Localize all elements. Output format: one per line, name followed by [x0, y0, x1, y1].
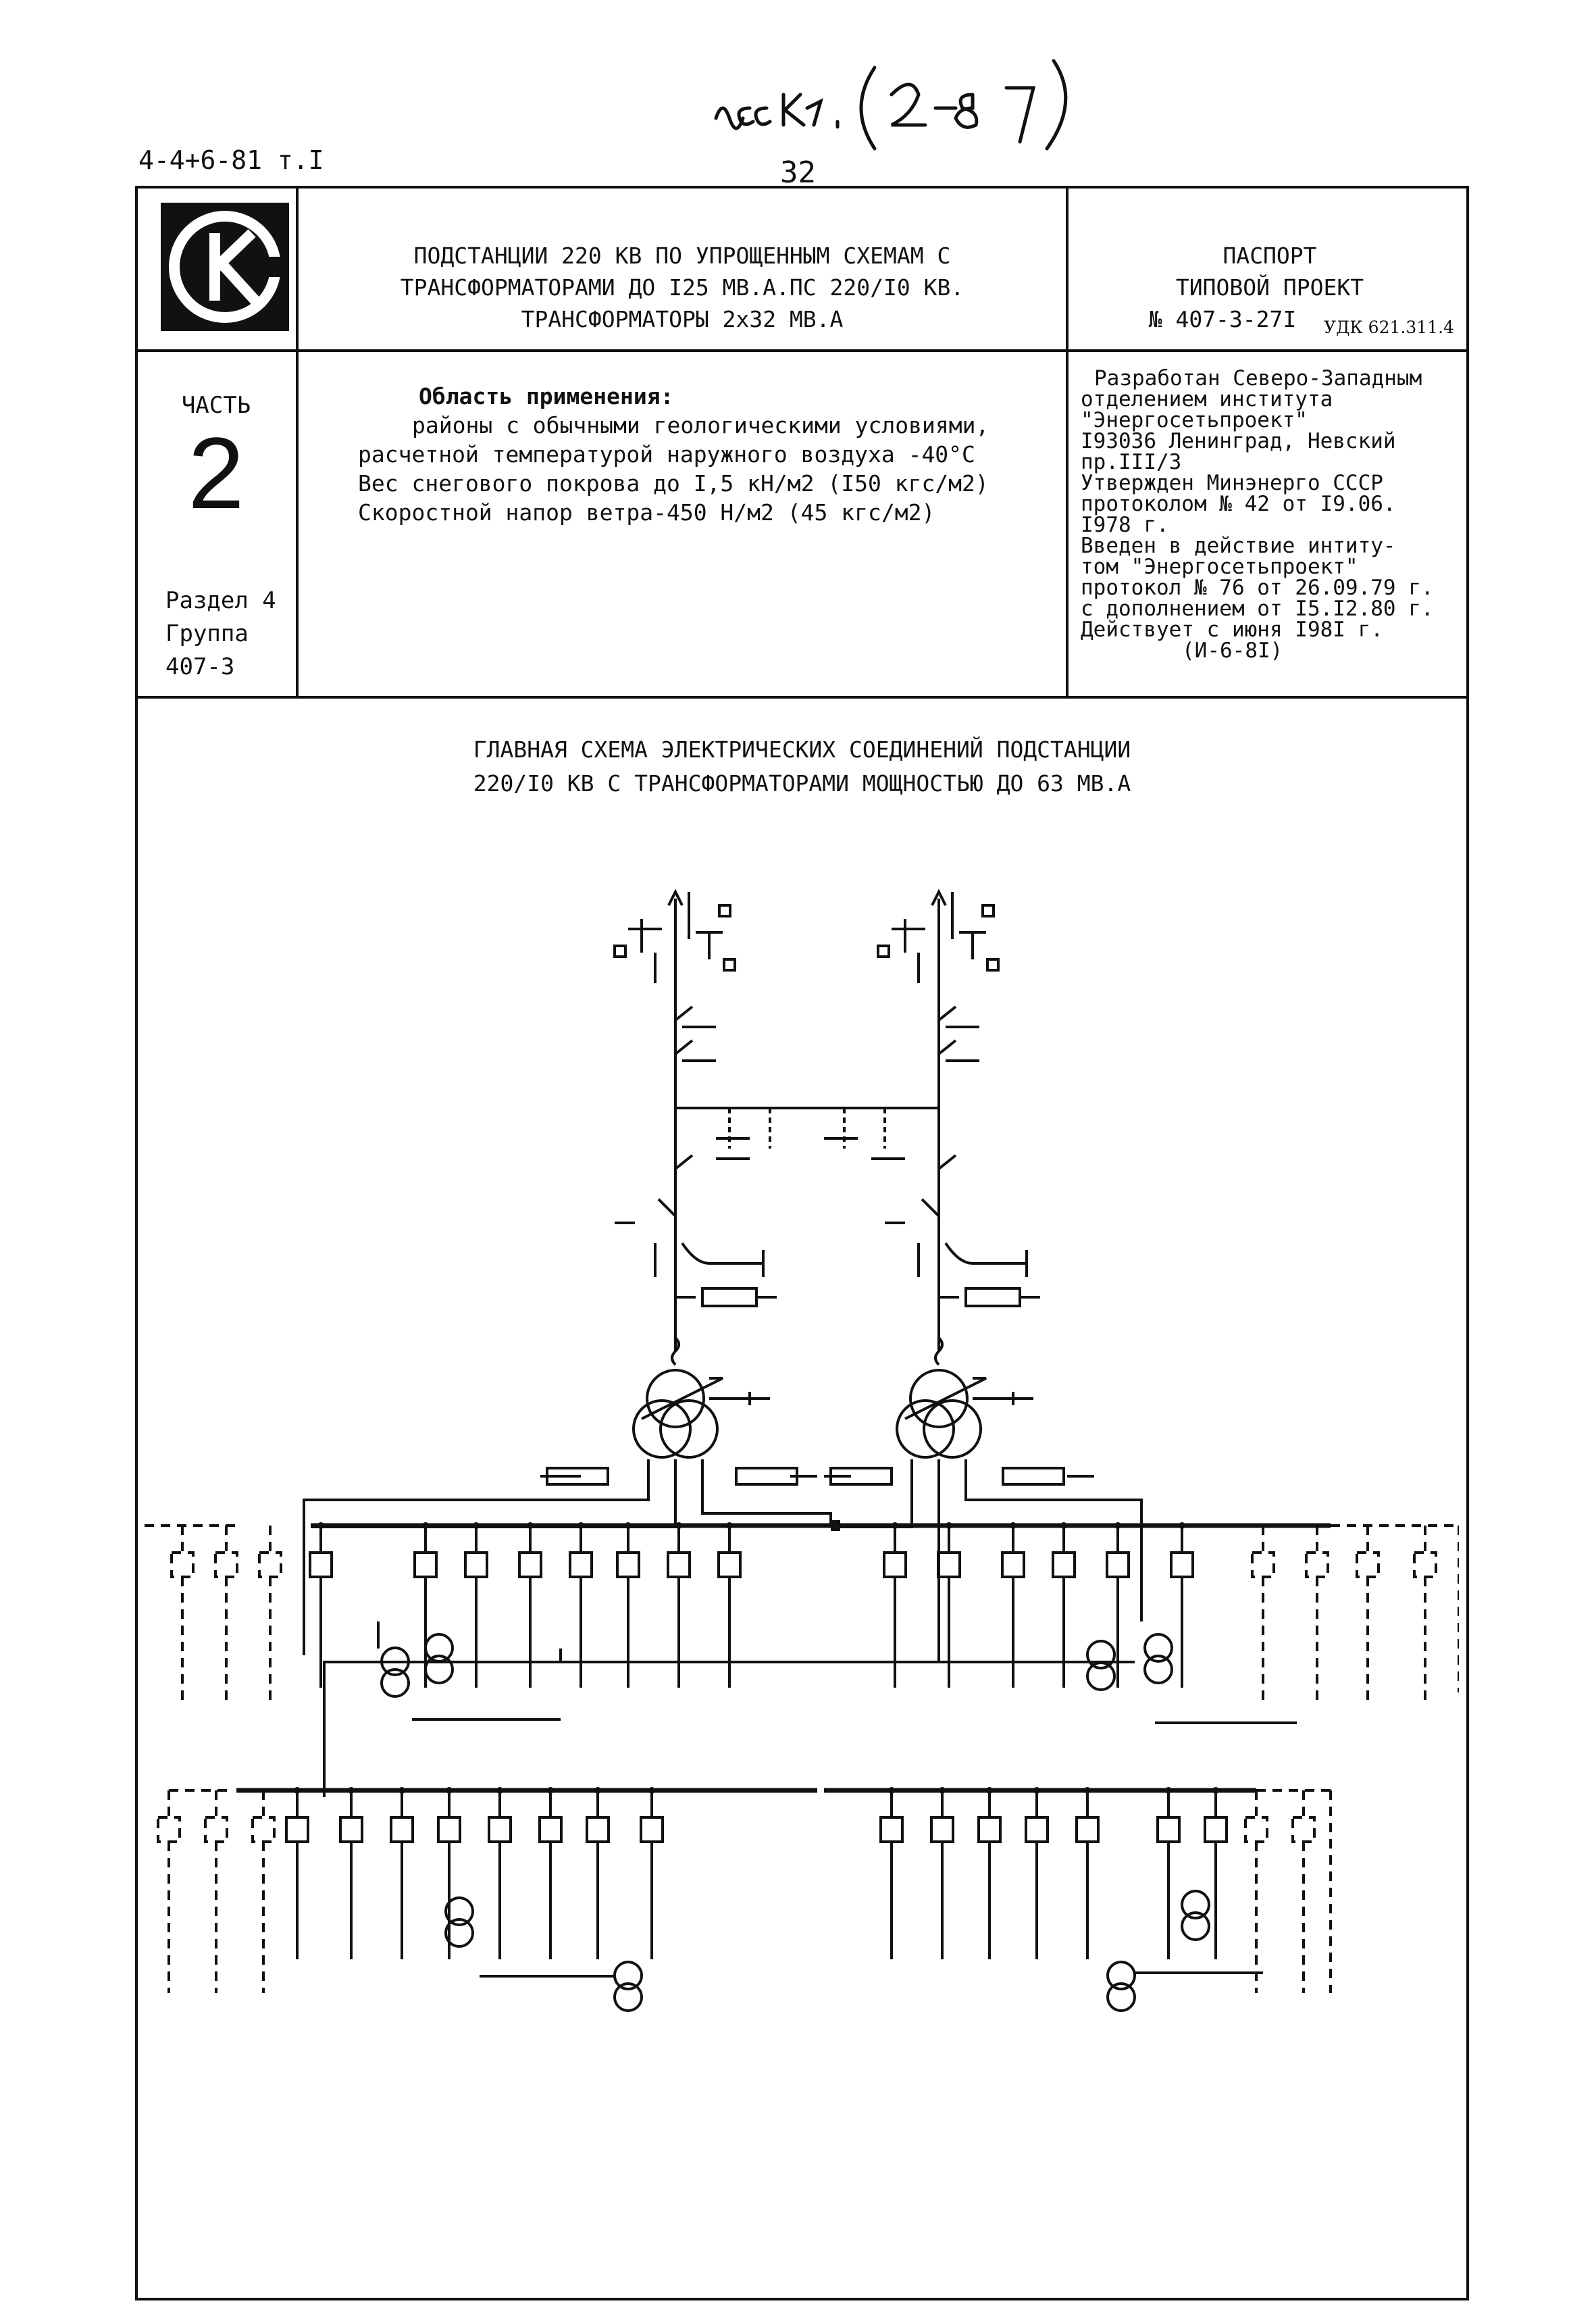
bus-junction	[946, 1522, 952, 1529]
feeder-breaker	[719, 1553, 740, 1577]
developer-line: "Энергосетьпроект"	[1081, 408, 1308, 432]
application-line: расчетной температурой наружного воздуха -40°С	[358, 441, 975, 468]
udk-code: УДК 621.311.4	[1324, 318, 1454, 337]
project-title	[297, 240, 1067, 335]
bus-junction	[1033, 1787, 1040, 1794]
bus-junction	[888, 1787, 895, 1794]
feeder-breaker	[172, 1553, 193, 1577]
feeder-breaker	[1077, 1817, 1098, 1842]
feeder-breaker	[438, 1817, 460, 1842]
bus-junction	[547, 1787, 554, 1794]
developer-line: I978 г.	[1081, 513, 1169, 537]
feeder-breaker	[1026, 1817, 1048, 1842]
bus-junction	[892, 1522, 898, 1529]
feeder-breaker	[1171, 1553, 1193, 1577]
bus-junction	[1010, 1522, 1016, 1529]
document-code: 4-4+6-81 т.I	[138, 145, 324, 175]
feeder-breaker	[489, 1817, 511, 1842]
application-line: Скоростной напор ветра-450 Н/м2 (45 кгс/м2)	[358, 499, 935, 526]
developer-line: Утвержден Минэнерго СССР	[1081, 471, 1383, 495]
bus-junction	[422, 1522, 429, 1529]
feeder-breaker	[1002, 1553, 1024, 1577]
feeder-breaker	[310, 1553, 332, 1577]
bus-junction	[496, 1787, 503, 1794]
section-label: Раздел 4	[165, 587, 276, 614]
developer-line: отделением института	[1081, 387, 1333, 411]
electrical-scheme	[142, 878, 1459, 2081]
scheme-busbar-upper	[142, 1521, 1459, 1692]
feeder-breaker	[641, 1817, 663, 1842]
developer-line: протоколом № 42 от I9.06.	[1081, 492, 1396, 516]
feeder-breaker	[340, 1817, 362, 1842]
bus-junction	[1114, 1522, 1121, 1529]
feeder-breaker	[570, 1553, 592, 1577]
bus-junction	[939, 1787, 946, 1794]
feeder-breaker	[617, 1553, 639, 1577]
feeder-breaker	[391, 1817, 413, 1842]
application-area	[358, 382, 1067, 527]
feeder-breaker	[1414, 1553, 1436, 1577]
feeder-breaker	[979, 1817, 1000, 1842]
feeder-breaker	[1245, 1817, 1267, 1842]
developer-line: (И-6-8I)	[1182, 638, 1283, 663]
scheme-title-line: 220/I0 КВ С ТРАНСФОРМАТОРАМИ МОЩНОСТЬЮ ДО 63 МВ.А	[473, 770, 1131, 797]
bus-junction	[648, 1787, 655, 1794]
bus-junction	[726, 1522, 733, 1529]
feeder-breaker	[205, 1817, 227, 1842]
developer-line: протокол № 76 от 26.09.79 г.	[1081, 576, 1434, 600]
typical-project-label: ТИПОВОЙ ПРОЕКТ	[1175, 274, 1364, 301]
feeder-breaker	[158, 1817, 180, 1842]
feeder-breaker	[668, 1553, 690, 1577]
feeder-breaker	[1252, 1553, 1274, 1577]
bus-junction	[1179, 1522, 1185, 1529]
feeder-breaker	[465, 1553, 487, 1577]
bus-junction	[1084, 1787, 1091, 1794]
page-number: 32	[780, 155, 816, 190]
reactor-connection	[412, 1719, 1297, 1976]
feeder-breaker	[286, 1817, 308, 1842]
project-number: № 407-3-27I	[1148, 306, 1297, 332]
project-title-line: ТРАНСФОРМАТОРЫ 2х32 МВ.А	[521, 306, 844, 332]
feeder-breaker	[938, 1553, 960, 1577]
part-block	[138, 392, 294, 530]
header-divider	[135, 349, 1469, 352]
bus-junction	[625, 1522, 632, 1529]
developer-line: Действует с июня I98I г.	[1081, 618, 1383, 642]
feeder-breaker	[881, 1817, 902, 1842]
bus-junction	[398, 1787, 405, 1794]
feeder-breaker	[1205, 1817, 1227, 1842]
application-line: Вес снегового покрова до I,5 кН/м2 (I50 кгс/м2)	[358, 470, 989, 497]
ck-logo	[161, 203, 289, 331]
bus-junction	[986, 1787, 993, 1794]
scheme-feeder-cells	[158, 1522, 1436, 2011]
feeder-breaker	[1306, 1553, 1328, 1577]
developer-line: с дополнением от I5.I2.80 г.	[1081, 597, 1434, 621]
feeder-breaker	[1107, 1553, 1129, 1577]
feeder-breaker	[1053, 1553, 1075, 1577]
feeder-breaker	[540, 1817, 561, 1842]
project-title-line: ПОДСТАНЦИИ 220 КВ ПО УПРОЩЕННЫМ СХЕМАМ С	[413, 243, 951, 269]
developer-line: I93036 Ленинград, Невский	[1081, 429, 1396, 453]
bus-junction	[317, 1522, 324, 1529]
bus-junction	[594, 1787, 601, 1794]
feeder-breaker	[931, 1817, 953, 1842]
developer-block	[1081, 368, 1472, 661]
feeder-breaker	[1357, 1553, 1379, 1577]
feeder-breaker	[884, 1553, 906, 1577]
passport-label: ПАСПОРТ	[1222, 243, 1317, 269]
feeder-breaker	[253, 1817, 274, 1842]
bus-junction	[1060, 1522, 1067, 1529]
developer-line: пр.III/3	[1081, 450, 1182, 474]
developer-line: Разработан Северо-Западным	[1094, 366, 1422, 391]
developer-line: том "Энергосетьпроект"	[1081, 555, 1358, 579]
part-number: 2	[188, 416, 244, 530]
feeder-breaker	[415, 1553, 436, 1577]
feeder-breaker	[1293, 1817, 1314, 1842]
group-label: Группа	[165, 620, 249, 647]
section-group	[165, 584, 276, 684]
application-line: районы с обычными геологическими условиями,	[412, 412, 989, 438]
feeder-breaker	[215, 1553, 237, 1577]
info-bottom-divider	[135, 696, 1469, 699]
project-title-line: ТРАНСФОРМАТОРАМИ ДО I25 МВ.А.ПС 220/I0 КВ.	[400, 274, 964, 301]
group-code: 407-3	[165, 653, 235, 680]
feeder-breaker	[519, 1553, 541, 1577]
bus-junction	[1212, 1787, 1219, 1794]
bus-junction	[348, 1787, 355, 1794]
bus-junction	[294, 1787, 301, 1794]
bus-junction	[675, 1522, 682, 1529]
scheme-busbar-lower	[142, 1790, 1331, 1993]
bus-junction	[446, 1787, 453, 1794]
feeder-breaker	[1158, 1817, 1179, 1842]
application-title: Область применения:	[419, 383, 674, 409]
handwritten-note	[702, 54, 1108, 155]
bus-junction	[473, 1522, 480, 1529]
developer-line: Введен в действие интиту-	[1081, 534, 1396, 558]
bus-junction	[577, 1522, 584, 1529]
scheme-title	[135, 733, 1469, 801]
bus-junction	[527, 1522, 534, 1529]
part-label: ЧАСТЬ	[181, 392, 251, 419]
bus-junction	[1165, 1787, 1172, 1794]
scheme-title-line: ГЛАВНАЯ СХЕМА ЭЛЕКТРИЧЕСКИХ СОЕДИНЕНИЙ ПОДСТАНЦИИ	[473, 736, 1131, 763]
feeder-breaker	[259, 1553, 281, 1577]
feeder-breaker	[587, 1817, 609, 1842]
